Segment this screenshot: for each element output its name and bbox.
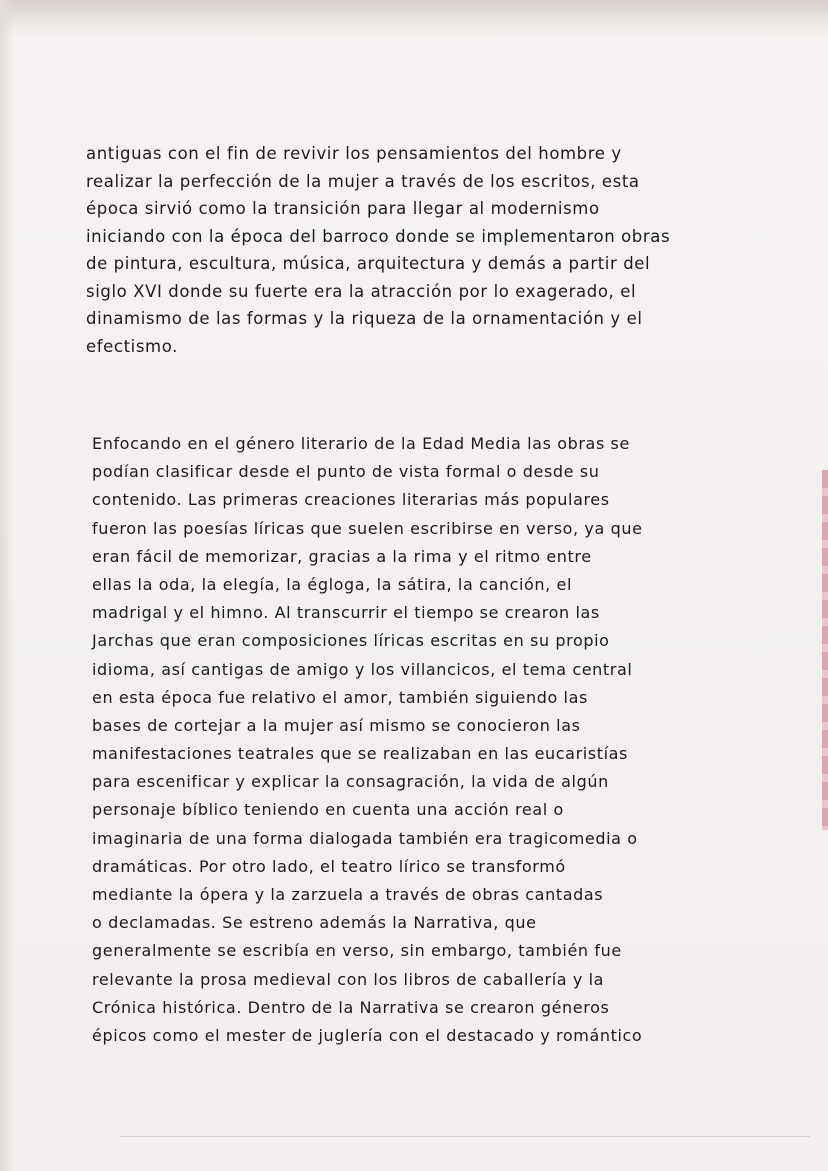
- text-line: de pintura, escultura, música, arquitectura y demás a partir del: [86, 254, 651, 273]
- page-bottom-rule: [120, 1136, 810, 1137]
- text-line: eran fácil de memorizar, gracias a la rima y el ritmo entre: [92, 546, 592, 566]
- text-line: siglo XVI donde su fuerte era la atracción por lo exagerado, el: [86, 281, 637, 301]
- paragraph-2: [92, 430, 732, 1050]
- text-line: contenido. Las primeras creaciones literarias más populares: [92, 490, 610, 510]
- paragraph-1: [86, 140, 726, 360]
- text-line: madrigal y el himno. Al transcurrir el tiempo se crearon las: [92, 603, 600, 623]
- page-top-shadow: [0, 0, 828, 36]
- text-line: Crónica histórica. Dentro de la Narrativa se crearon géneros: [92, 997, 610, 1017]
- text-line: iniciando con la época del barroco donde se implementaron obras: [86, 226, 671, 246]
- text-line: Jarchas que eran composiciones líricas escritas en su propio: [92, 631, 610, 651]
- text-line: efectismo.: [86, 336, 178, 356]
- text-line: para escenificar y explicar la consagración, la vida de algún: [92, 772, 609, 792]
- text-line: mediante la ópera y la zarzuela a través de obras cantadas: [92, 885, 604, 904]
- page-left-edge: [0, 0, 14, 1171]
- text-line: ellas la oda, la elegía, la égloga, la sátira, la canción, el: [92, 574, 573, 594]
- text-line: bases de cortejar a la mujer así mismo se conocieron las: [92, 715, 581, 735]
- text-line: Enfocando en el género literario de la Edad Media las obras se: [92, 434, 630, 453]
- text-line: manifestaciones teatrales que se realizaban en las eucaristías: [92, 744, 628, 764]
- text-line: o declamadas. Se estreno además la Narrativa, que: [92, 913, 537, 933]
- text-line: generalmente se escribía en verso, sin embargo, también fue: [92, 941, 622, 961]
- text-line: fueron las poesías líricas que suelen escribirse en verso, ya que: [92, 518, 643, 538]
- text-line: época sirvió como la transición para llegar al modernismo: [86, 199, 600, 218]
- page-edge-tab: [822, 470, 828, 830]
- text-line: imaginaria de una forma dialogada también era tragicomedia o: [92, 828, 638, 848]
- text-line: personaje bíblico teniendo en cuenta una acción real o: [92, 800, 564, 820]
- text-line: idioma, así cantigas de amigo y los villancicos, el tema central: [92, 659, 633, 679]
- text-line: relevante la prosa medieval con los libros de caballería y la: [92, 969, 605, 989]
- text-line: podían clasificar desde el punto de vista formal o desde su: [92, 462, 600, 482]
- text-line: antiguas con el fin de revivir los pensamientos del hombre y: [86, 144, 622, 163]
- text-line: dinamismo de las formas y la riqueza de la ornamentación y el: [86, 309, 643, 328]
- text-line: dramáticas. Por otro lado, el teatro lírico se transformó: [92, 856, 566, 876]
- text-line: épicos como el mester de juglería con el destacado y romántico: [92, 1025, 643, 1045]
- text-line: realizar la perfección de la mujer a través de los escritos, esta: [86, 171, 640, 191]
- text-line: en esta época fue relativo el amor, también siguiendo las: [92, 687, 588, 707]
